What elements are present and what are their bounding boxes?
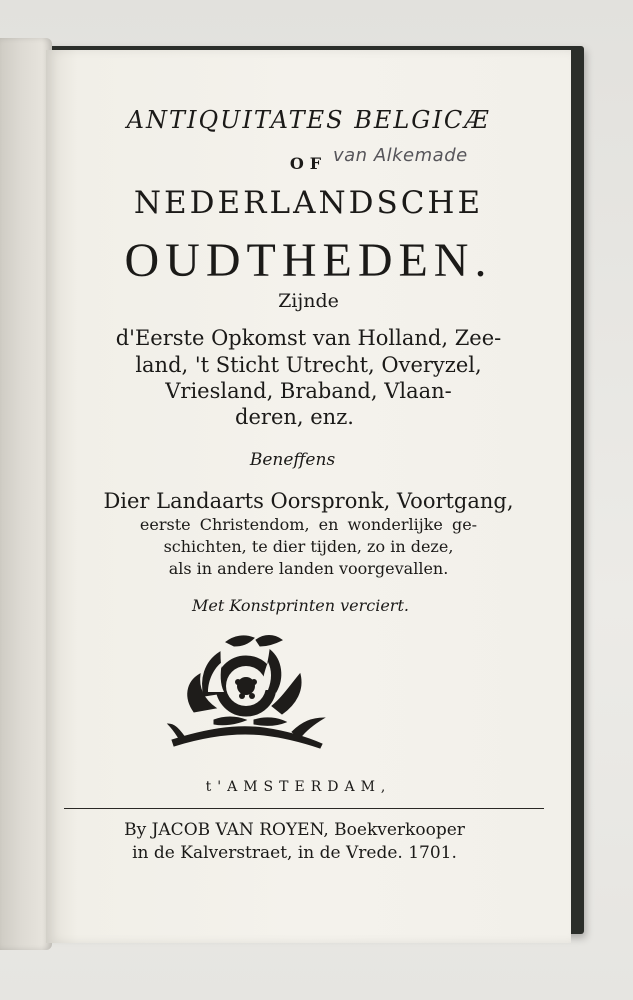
imprint-divider — [64, 808, 544, 809]
description-line: als in andere landen voorgevallen. — [168, 559, 449, 578]
printer-line: By JACOB VAN ROYEN, Boekverkooper — [124, 820, 465, 840]
handwritten-annotation: van Alkemade — [333, 145, 468, 166]
left-page-edge — [0, 38, 52, 950]
title-line-2: OF — [289, 154, 328, 173]
subtitle-line: Vriesland, Braband, Vlaan- — [165, 379, 452, 403]
beneffens-label: Beneffens — [249, 450, 336, 470]
description-line: schichten, te dier tijden, zo in deze, — [163, 537, 454, 556]
zijnde-label: Zijnde — [278, 290, 339, 312]
flower-woodcut-icon — [164, 632, 329, 762]
description-line: eerste Christendom, en wonderlijke ge- — [139, 515, 478, 534]
title-line-4: OUDTHEDEN. — [124, 234, 493, 287]
description-line: Dier Landaarts Oorspronk, Voortgang, — [103, 489, 514, 513]
title-line-1: ANTIQUITATES BELGICÆ — [126, 106, 491, 134]
title-line-3: NEDERLANDSCHE — [133, 185, 484, 221]
subtitle-line: deren, enz. — [235, 405, 354, 429]
title-page — [46, 50, 571, 943]
illustration-note: Met Konstprinten verciert. — [192, 596, 409, 615]
imprint-city: t'AMSTERDAM, — [205, 779, 392, 795]
subtitle-line: land, 't Sticht Utrecht, Overyzel, — [135, 353, 482, 377]
printer-line: in de Kalverstraet, in de Vrede. 1701. — [132, 843, 457, 863]
subtitle-line: d'Eerste Opkomst van Holland, Zee- — [115, 326, 502, 350]
